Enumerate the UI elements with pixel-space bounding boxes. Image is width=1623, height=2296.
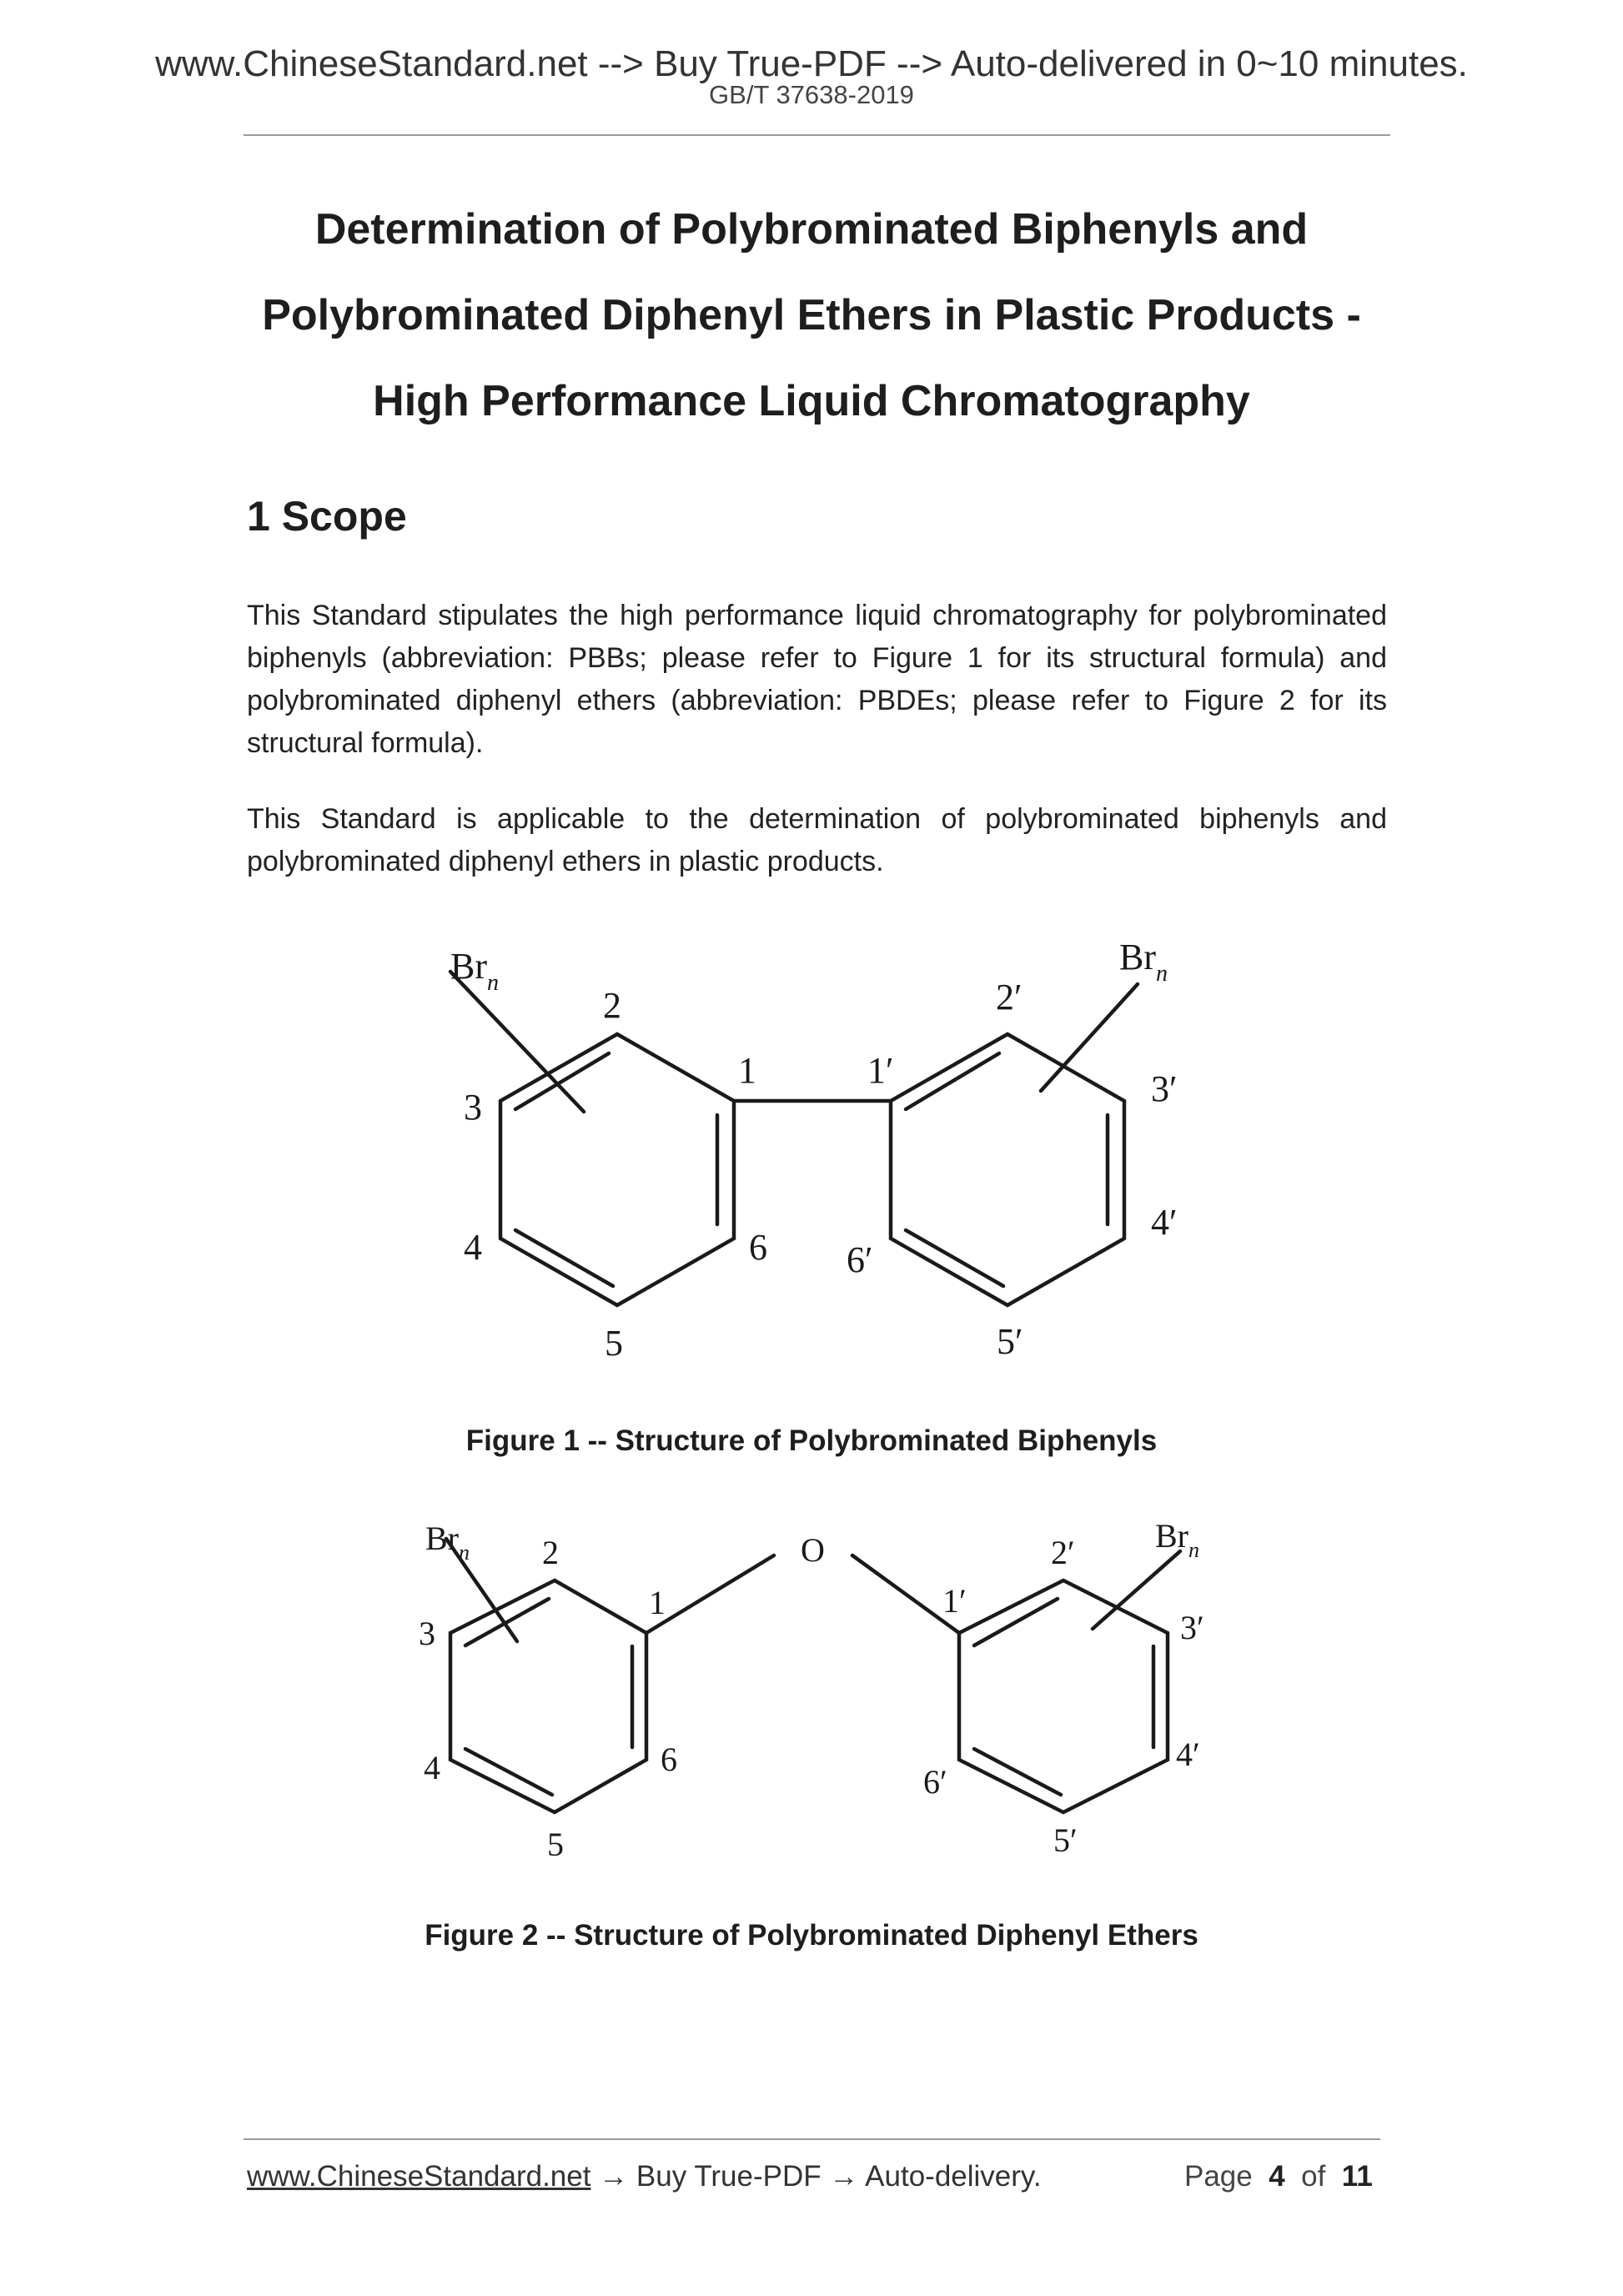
page-current: 4 [1269,2160,1285,2193]
figure-2-structure [400,1514,1234,1897]
fig2-right-pos-3: 3′ [1180,1609,1204,1646]
fig1-left-pos-1: 1 [738,1050,756,1091]
fig2-right-pos-4: 4′ [1176,1736,1200,1773]
fig1-right-pos-6: 6′ [847,1239,873,1280]
page-total: 11 [1341,2160,1373,2193]
footer-text [247,2160,1042,2193]
header-banner: www.ChineseStandard.net --> Buy True-PDF --> Auto-delivered in 0~10 minutes. [155,43,1468,84]
footer-site-link[interactable]: www.ChineseStandard.net [247,2160,591,2193]
title-line-3: High Performance Liquid Chromatography [373,377,1250,425]
fig1-right-br-label: $Br_n$ [1119,937,1168,987]
fig1-left-pos-6: 6 [749,1227,767,1268]
standard-number: GB/T 37638-2019 [709,80,914,109]
fig2-left-pos-6: 6 [661,1741,677,1778]
footer-tagline: → Buy True-PDF → Auto-delivery. [590,2160,1042,2193]
page-label: Page [1184,2160,1253,2193]
scope-paragraph-1: This Standard stipulates the high performance liquid chromatography for polybrominated biphenyls (abbreviation: PBBs; please refer to Figure 1 for its structural formula) and polybrominated diphenyl ethers (abbreviation: PBDEs; please refer to Figure 2 for its structural formula). [247,600,1387,759]
title-line-2: Polybrominated Diphenyl Ethers in Plastic Products - [262,291,1361,339]
fig1-left-pos-4: 4 [464,1227,482,1268]
page-of: of [1301,2160,1326,2193]
fig2-left-br-label: $Br_n$ [425,1520,470,1565]
fig2-left-pos-5: 5 [547,1826,564,1863]
fig2-right-br-label: $Br_n$ [1155,1517,1199,1562]
figure-2-caption: Figure 2 -- Structure of Polybrominated Diphenyl Ethers [425,1919,1198,1952]
fig2-left-pos-4: 4 [424,1749,440,1786]
fig2-right-pos-2: 2′ [1051,1534,1075,1571]
page-indicator [1184,2160,1373,2193]
fig1-right-pos-2: 2′ [996,977,1023,1017]
fig2-right-pos-1: 1′ [942,1582,967,1620]
fig1-left-pos-5: 5 [605,1323,623,1364]
fig2-left-pos-3: 3 [419,1615,435,1652]
fig1-right-pos-3: 3′ [1151,1068,1178,1109]
scope-paragraph-2: This Standard is applicable to the determination of polybrominated biphenyls and polybrominated diphenyl ethers in plastic products. [247,803,1387,877]
figure-1-structure [400,930,1234,1397]
fig1-right-pos-1: 1′ [867,1050,894,1091]
fig2-left-pos-2: 2 [542,1534,559,1571]
footer-rule [244,2138,1380,2140]
fig1-right-pos-5: 5′ [997,1321,1023,1362]
fig2-left-pos-1: 1 [649,1584,666,1621]
fig2-ether-oxygen: O [801,1531,825,1569]
fig2-right-pos-6: 6′ [923,1763,947,1801]
section-heading: 1 Scope [247,493,407,540]
fig1-right-pos-4: 4′ [1151,1202,1178,1243]
figure-1-caption: Figure 1 -- Structure of Polybrominated Biphenyls [465,1424,1158,1457]
fig2-right-pos-5: 5′ [1053,1821,1078,1859]
fig1-left-pos-2: 2 [603,985,621,1026]
fig1-left-pos-3: 3 [464,1087,482,1128]
title-line-1: Determination of Polybrominated Biphenyls and [314,205,1309,254]
fig1-left-br-label: $Br_n$ [450,946,499,996]
header-rule [244,134,1390,136]
